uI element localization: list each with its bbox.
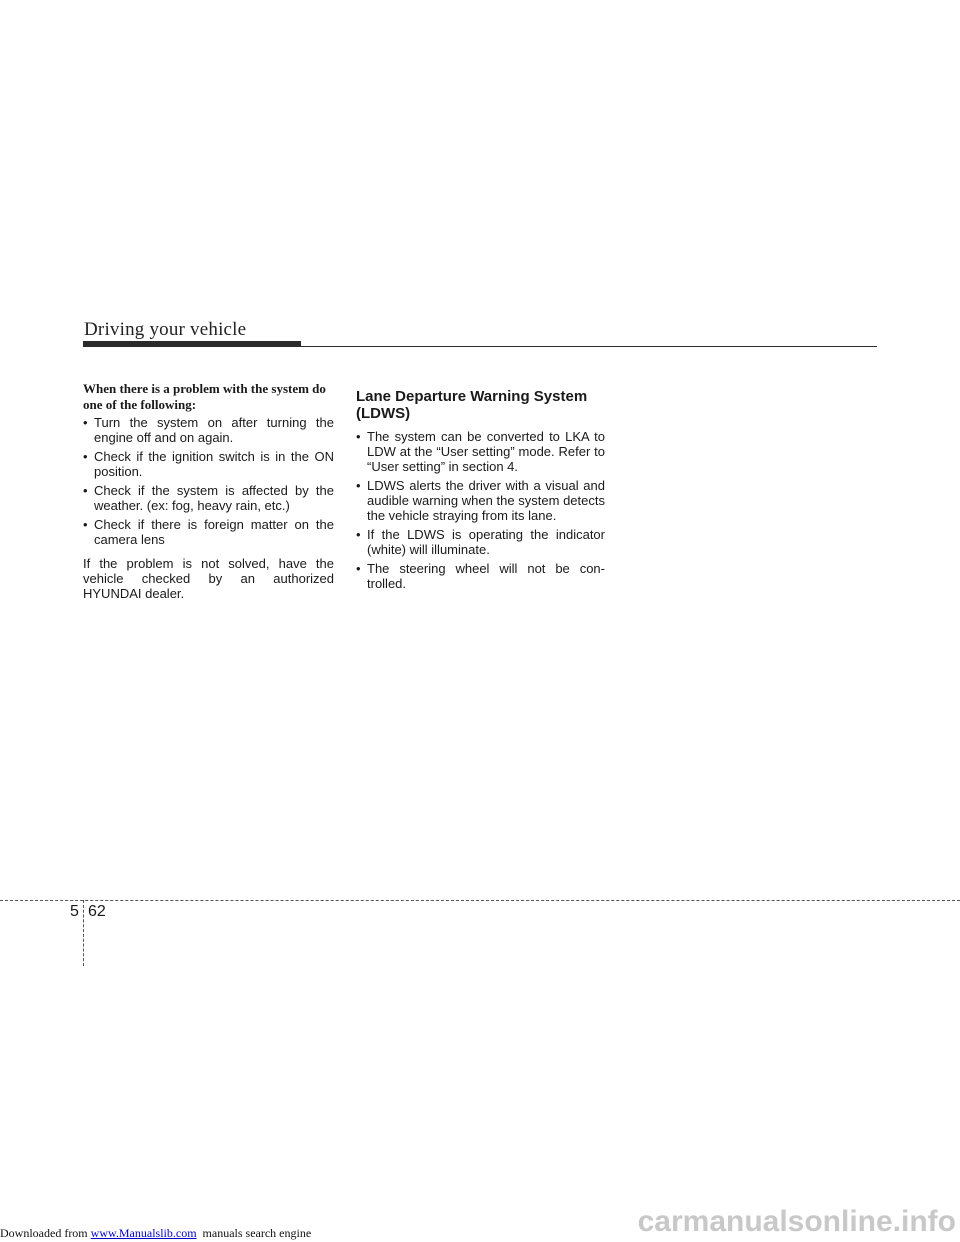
footer-prefix: Downloaded from xyxy=(0,1226,91,1240)
bullet-icon: • xyxy=(83,483,88,498)
list-item-text: Turn the system on after turning the engine off and on again. xyxy=(94,415,334,445)
bullet-icon: • xyxy=(356,429,361,444)
list-item xyxy=(83,483,334,513)
bullet-icon: • xyxy=(83,415,88,430)
list-item-text: If the LDWS is operating the indicator (white) will illuminate. xyxy=(367,527,605,557)
right-column xyxy=(356,381,605,595)
bullet-icon: • xyxy=(83,517,88,532)
page-divider-vertical xyxy=(83,900,84,966)
list-item xyxy=(83,415,334,445)
list-item xyxy=(83,517,334,547)
page-divider-horizontal xyxy=(0,900,960,901)
problem-subheading: When there is a problem with the system do one of the following: xyxy=(83,381,326,412)
list-item-text: The system can be converted to LKA to LDW at the “User setting” mode. Refer to “User setting” in section 4. xyxy=(367,429,605,474)
download-footer xyxy=(0,1226,311,1241)
bullet-icon: • xyxy=(356,561,361,576)
list-item-text: Check if the ignition switch is in the ON position. xyxy=(94,449,334,479)
bullet-icon: • xyxy=(356,478,361,493)
problem-bullet-list xyxy=(83,415,334,547)
left-column xyxy=(83,381,334,601)
bullet-icon: • xyxy=(83,449,88,464)
list-item-text: LDWS alerts the driver with a visual and audible warning when the system detects the vehicle straying from its lane. xyxy=(367,478,605,523)
list-item xyxy=(83,449,334,479)
section-title: Lane Departure Warning System (LDWS) xyxy=(356,388,588,422)
bullet-icon: • xyxy=(356,527,361,542)
list-item xyxy=(356,429,605,474)
header-bar-thin xyxy=(301,346,877,347)
list-item-text: The steering wheel will not be con-trolled. xyxy=(367,561,605,591)
ldws-bullet-list xyxy=(356,429,605,591)
list-item-text: Check if the system is affected by the weather. (ex: fog, heavy rain, etc.) xyxy=(94,483,334,513)
footer-suffix: manuals search engine xyxy=(196,1226,312,1240)
list-item xyxy=(356,561,605,591)
list-item-text: Check if there is foreign matter on the camera lens xyxy=(94,517,334,547)
watermark: carmanualsonline.info xyxy=(637,1205,956,1238)
list-item xyxy=(356,527,605,557)
chapter-number: 5 xyxy=(70,903,79,920)
list-item xyxy=(356,478,605,523)
manualslib-link[interactable]: www.Manualslib.com xyxy=(90,1226,197,1240)
page-header-title: Driving your vehicle xyxy=(84,319,247,340)
header-bar-thick xyxy=(83,341,301,347)
dealer-paragraph: If the problem is not solved, have the vehicle checked by an authorized HYUNDAI dealer. xyxy=(83,556,334,601)
page-number: 62 xyxy=(88,903,106,920)
